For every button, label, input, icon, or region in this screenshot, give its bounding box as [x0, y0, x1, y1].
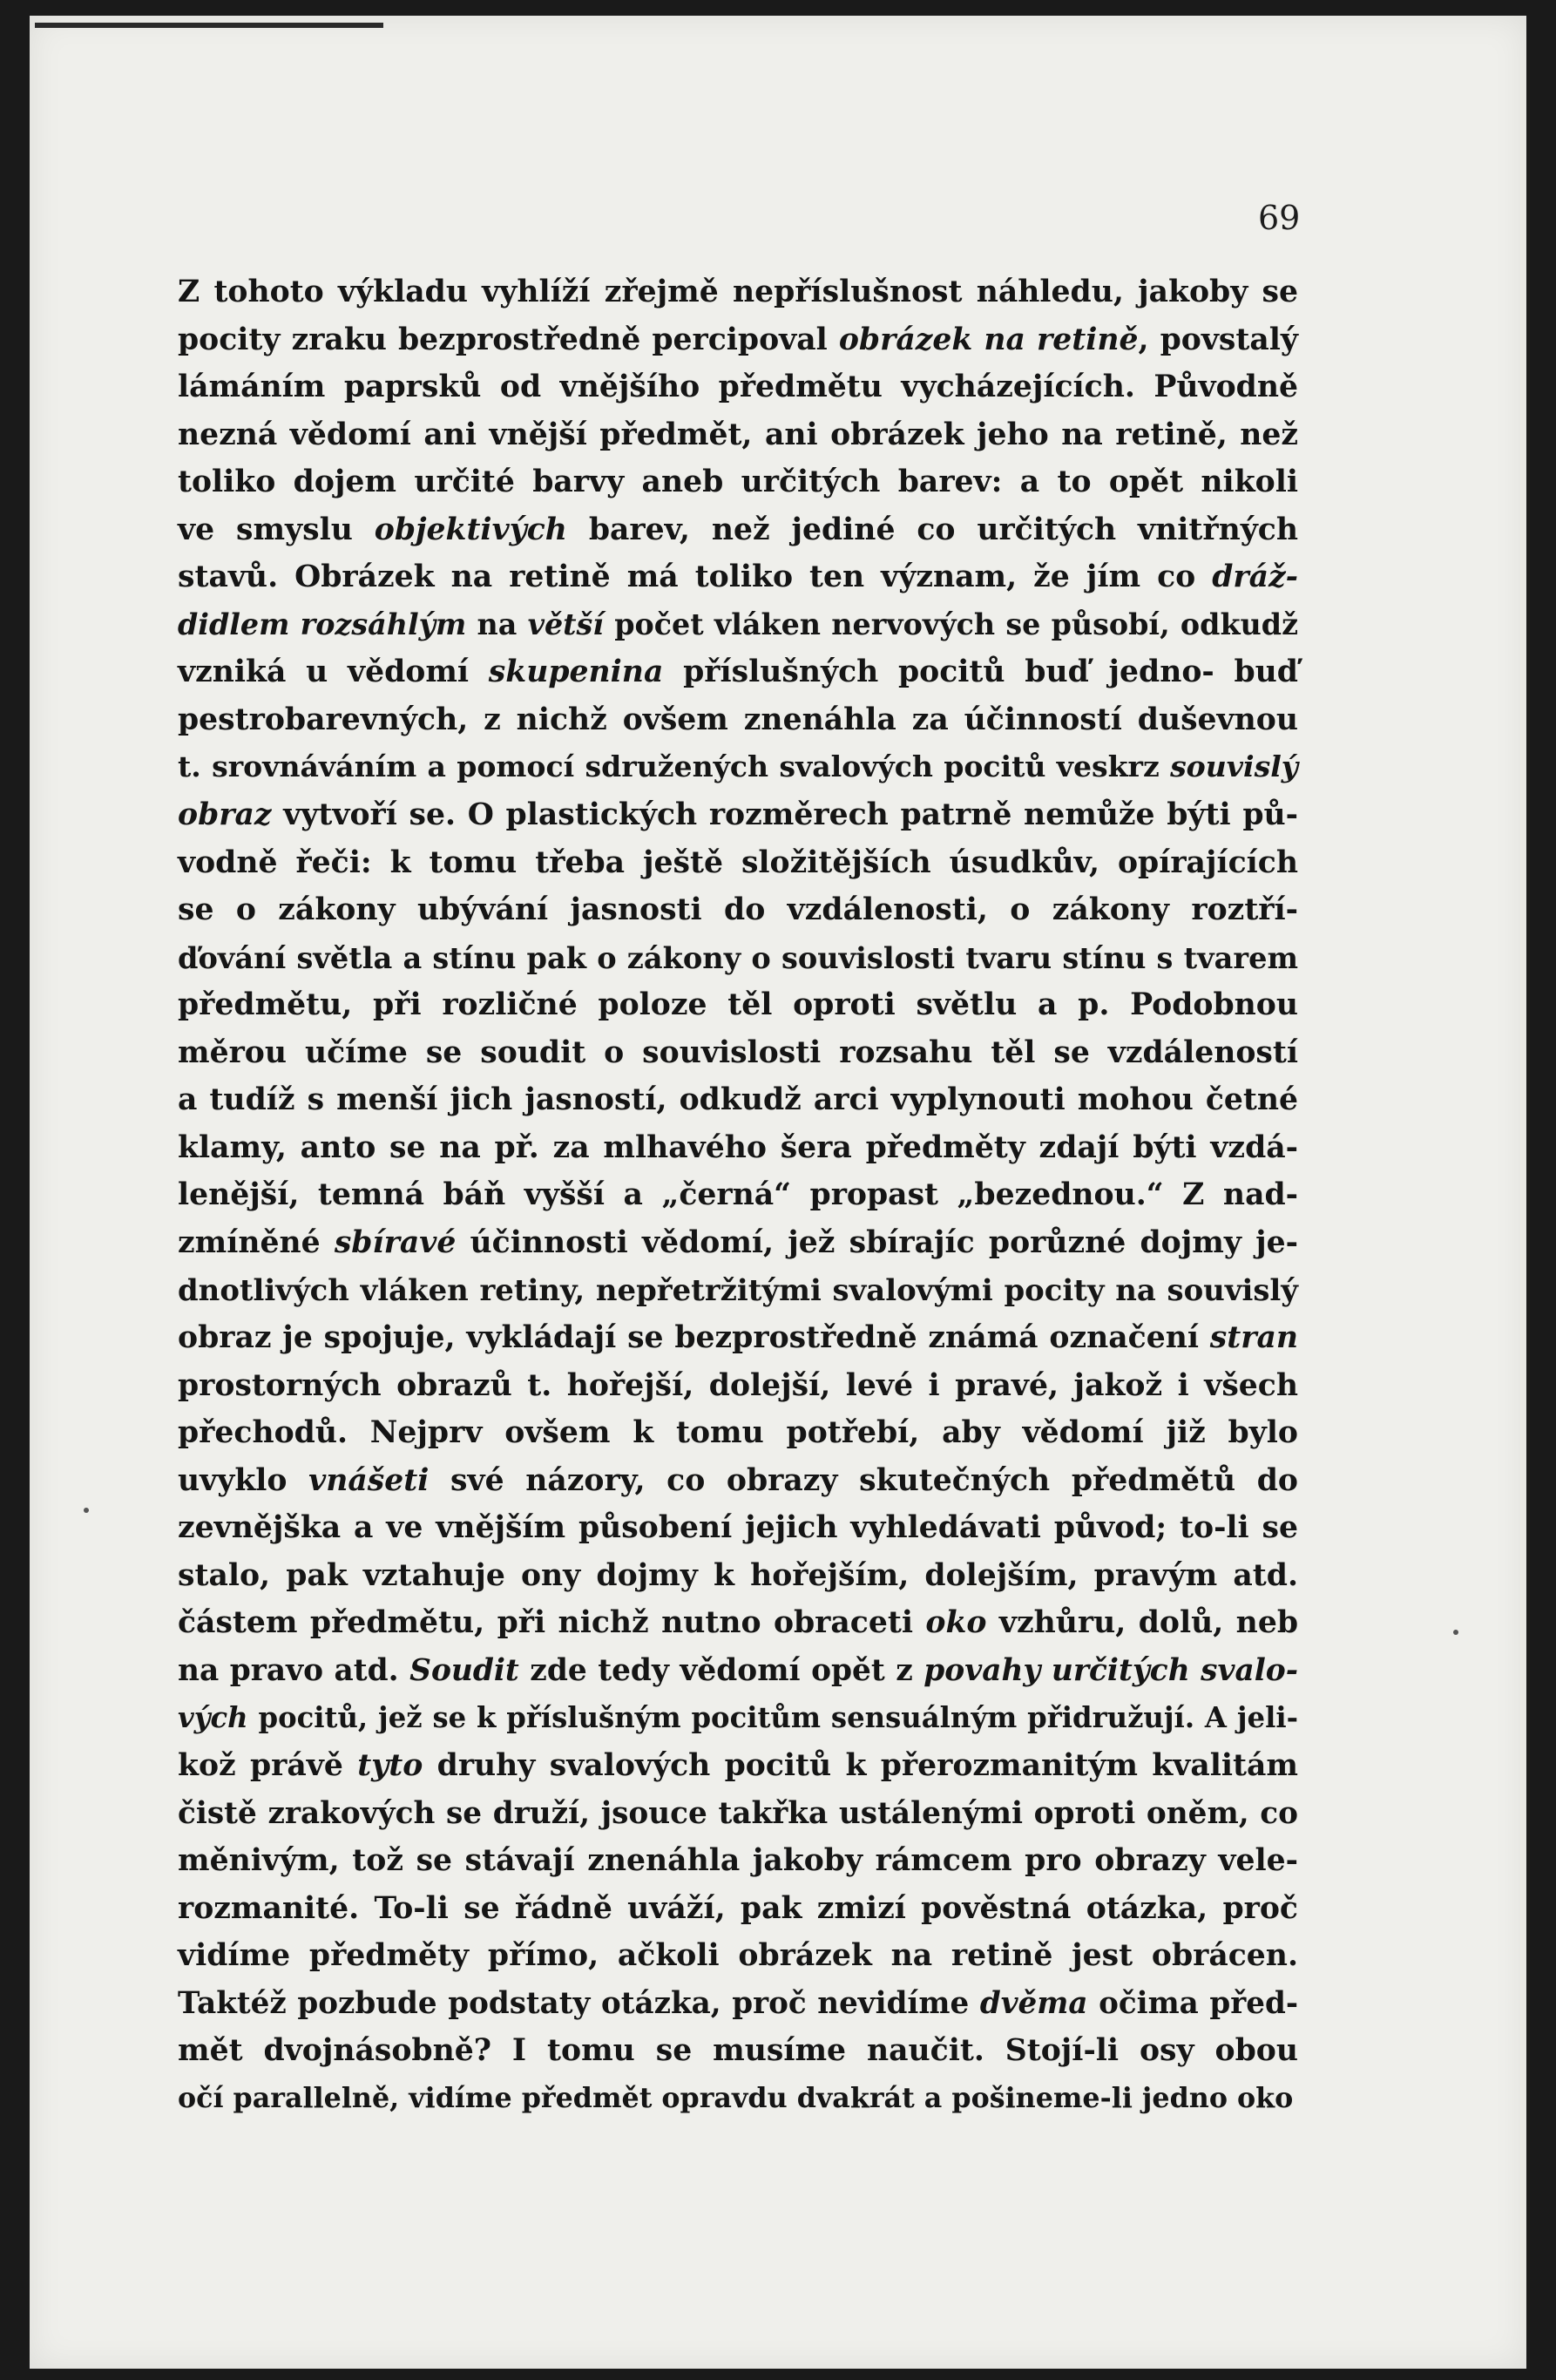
text-line: ve smyslu objektivých barev, než jediné co určitých vnitřných [178, 512, 1298, 547]
italic-phrase: tyto [357, 1747, 423, 1783]
text-line: klamy, anto se na př. za mlhavého šera předměty zdají býti vzdá- [178, 1129, 1298, 1165]
scan-speck [84, 1508, 89, 1513]
italic-phrase: dvěma [979, 1985, 1088, 2021]
text-line: Z tohoto výkladu vyhlíží zřejmě nepříslušnost náhledu, jakoby se [178, 275, 1298, 309]
text-line: pestrobarevných, z nichž ovšem znenáhla za účinností duševnou [178, 702, 1298, 737]
text-line: nezná vědomí ani vnější předmět, ani obrázek jeho na retině, než [178, 417, 1298, 452]
text-line: čistě zrakových se druží, jsouce takřka ustálenými oproti oněm, co [178, 1795, 1298, 1831]
text-line: obraz je spojuje, vykládají se bezprostředně známá označení stran [178, 1320, 1298, 1356]
text-line: očí parallelně, vidíme předmět opravdu dvakrát a pošineme-li jedno oko [178, 2081, 1294, 2114]
text-line: t. srovnáváním a pomocí sdružených svalových pocitů veskrz souvislý [178, 749, 1298, 784]
italic-phrase: obrázek na retině [838, 322, 1139, 357]
text-line: vzniká u vědomí skupenina příslušných pocitů buď jedno- buď [178, 654, 1298, 690]
scan-edge-strip [35, 23, 383, 28]
text-line: Taktéž pozbude podstaty otázka, proč nevidíme dvěma očima před- [178, 1985, 1298, 2021]
text-line: pocity zraku bezprostředně percipoval obrázek na retině, povstalý [178, 322, 1299, 357]
text-line: didlem rozsáhlým na větší počet vláken nervových se působí, odkudž [178, 607, 1298, 641]
italic-phrase: Soudit [409, 1652, 519, 1688]
text-line: se o zákony ubývání jasnosti do vzdálenosti, o zákony roztří- [178, 892, 1298, 928]
italic-phrase: skupenina [488, 654, 664, 690]
text-line: toliko dojem určité barvy aneb určitých barev: a to opět nikoli [178, 464, 1298, 500]
scan-speck [1453, 1630, 1458, 1635]
italic-phrase: sbíravé [334, 1224, 457, 1260]
italic-phrase: obraz [178, 797, 272, 833]
text-line: kož právě tyto druhy svalových pocitů k přerozmanitým kvalitám [178, 1747, 1298, 1783]
italic-phrase: didlem rozsáhlým [178, 607, 467, 641]
text-line: přechodů. Nejprv ovšem k tomu potřebí, aby vědomí již bylo [178, 1415, 1298, 1451]
italic-phrase: větší [527, 607, 604, 641]
italic-phrase: oko [925, 1605, 987, 1641]
text-line: dnotlivých vláken retiny, nepřetržitými svalovými pocity na souvislý [178, 1272, 1298, 1308]
italic-phrase: souvislý [1170, 749, 1298, 784]
body-text [178, 268, 1298, 2122]
text-line: lámáním paprsků od vnějšího předmětu vycházejících. Původně [178, 370, 1298, 405]
text-line: zevnějška a ve vnějším působení jejich vyhledávati původ; to-li se [178, 1510, 1298, 1546]
italic-phrase: vnášeti [308, 1462, 430, 1498]
italic-phrase: objektivých [374, 512, 567, 547]
text-line: vých pocitů, jež se k příslušným pocitům sensuálným přidružují. A jeli- [178, 1701, 1298, 1735]
page-number: 69 [1258, 199, 1301, 237]
text-line: uvyklo vnášeti své názory, co obrazy skutečných předmětů do [178, 1462, 1298, 1498]
italic-phrase: vých [178, 1701, 248, 1735]
text-line: ďování světla a stínu pak o zákony o souvislosti tvaru stínu s tvarem [178, 939, 1298, 975]
italic-phrase: povahy určitých svalo- [923, 1652, 1298, 1688]
text-line: rozmanité. To-li se řádně uváží, pak zmizí pověstná otázka, proč [178, 1890, 1298, 1926]
text-line: prostorných obrazů t. hořejší, dolejší, levé i pravé, jakož i všech [178, 1367, 1298, 1403]
text-line: měrou učíme se soudit o souvislosti rozsahu těl se vzdáleností [178, 1034, 1298, 1070]
text-line: vodně řeči: k tomu třeba ještě složitějších úsudkův, opírajících [178, 844, 1298, 880]
text-line: obraz vytvoří se. O plastických rozměrech patrně nemůže býti pů- [178, 797, 1298, 833]
text-line: stavů. Obrázek na retině má toliko ten význam, že jím co dráž- [178, 559, 1298, 595]
italic-phrase: stran [1209, 1320, 1298, 1356]
text-line: mět dvojnásobně? I tomu se musíme naučit. Stojí-li osy obou [178, 2033, 1298, 2069]
italic-phrase: dráž- [1212, 559, 1298, 595]
text-line: vidíme předměty přímo, ačkoli obrázek na retině jest obrácen. [178, 1938, 1298, 1974]
text-line: zmíněné sbíravé účinnosti vědomí, jež sbírajíc porůzné dojmy je- [178, 1224, 1298, 1260]
text-line: měnivým, tož se stávají znenáhla jakoby rámcem pro obrazy vele- [178, 1843, 1298, 1879]
text-line: předmětu, při rozličné poloze těl oproti světlu a p. Podobnou [178, 987, 1298, 1023]
text-line: částem předmětu, při nichž nutno obraceti oko vzhůru, dolů, neb [178, 1605, 1298, 1641]
text-line: a tudíž s menší jich jasností, odkudž arci vyplynouti mohou četné [178, 1082, 1298, 1118]
text-line: stalo, pak vztahuje ony dojmy k hořejším, dolejším, pravým atd. [178, 1557, 1298, 1593]
text-line: lenější, temná báň vyšší a „černá“ propast „bezednou.“ Z nad- [178, 1177, 1298, 1213]
text-line: na pravo atd. Soudit zde tedy vědomí opět z povahy určitých svalo- [178, 1652, 1298, 1688]
